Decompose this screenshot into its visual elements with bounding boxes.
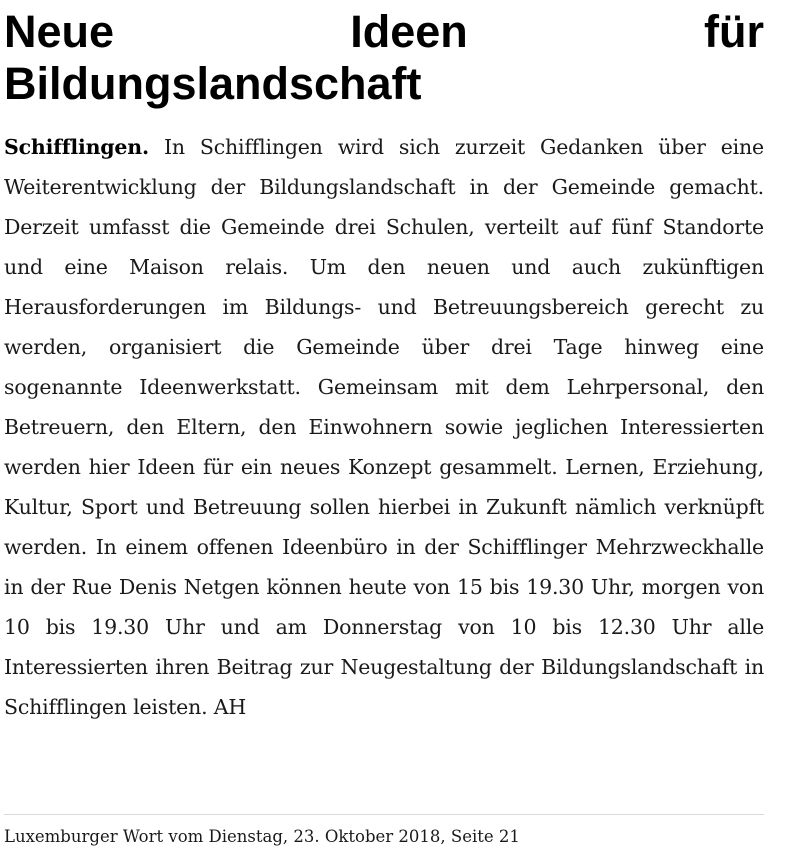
article-body-text: In Schifflingen wird sich zurzeit Gedanken über eine Weiterentwicklung der Bildungslandschaft in der Gemeinde gemacht. Derzeit umfasst die Gemeinde drei Schulen, verteilt auf fünf Standorte und eine Maison relais. Um den neuen und auch zukünftigen Herausforderungen im Bildungs- und Betreuungsbereich gerecht zu werden, organisiert die Gemeinde über drei Tage hinweg eine sogenannte Ideenwerkstatt. Gemeinsam mit dem Lehrpersonal, den Betreuern, den Eltern, den Einwohnern sowie jeglichen Interessierten werden hier Ideen für ein neues Konzept gesammelt. Lernen, Erziehung, Kultur, Sport und Betreuung sollen hierbei in Zukunft nämlich verknüpft werden. In einem offenen Ideenbüro in der Schifflinger Mehrzweckhalle in der Rue Denis Netgen können heute von 15 bis 19.30 Uhr, morgen von 10 bis 19.30 Uhr und am Donnerstag von 10 bis 12.30 Uhr alle Interessierten ihren Beitrag zur Neugestaltung der Bildungslandschaft in Schifflingen leisten. AH (4, 135, 764, 719)
headline (4, 0, 764, 110)
article-body (4, 127, 764, 727)
source-citation: Luxemburger Wort vom Dienstag, 23. Oktober 2018, Seite 21 (4, 827, 520, 846)
footer-divider (4, 814, 764, 815)
headline-word: Neue (4, 6, 115, 57)
headline-word: Ideen (350, 6, 468, 57)
headline-word: für (704, 6, 764, 57)
dateline: Schifflingen. (4, 135, 149, 159)
headline-line-1 (4, 6, 764, 58)
headline-line-2: Bildungslandschaft (4, 58, 422, 109)
article (4, 0, 764, 727)
